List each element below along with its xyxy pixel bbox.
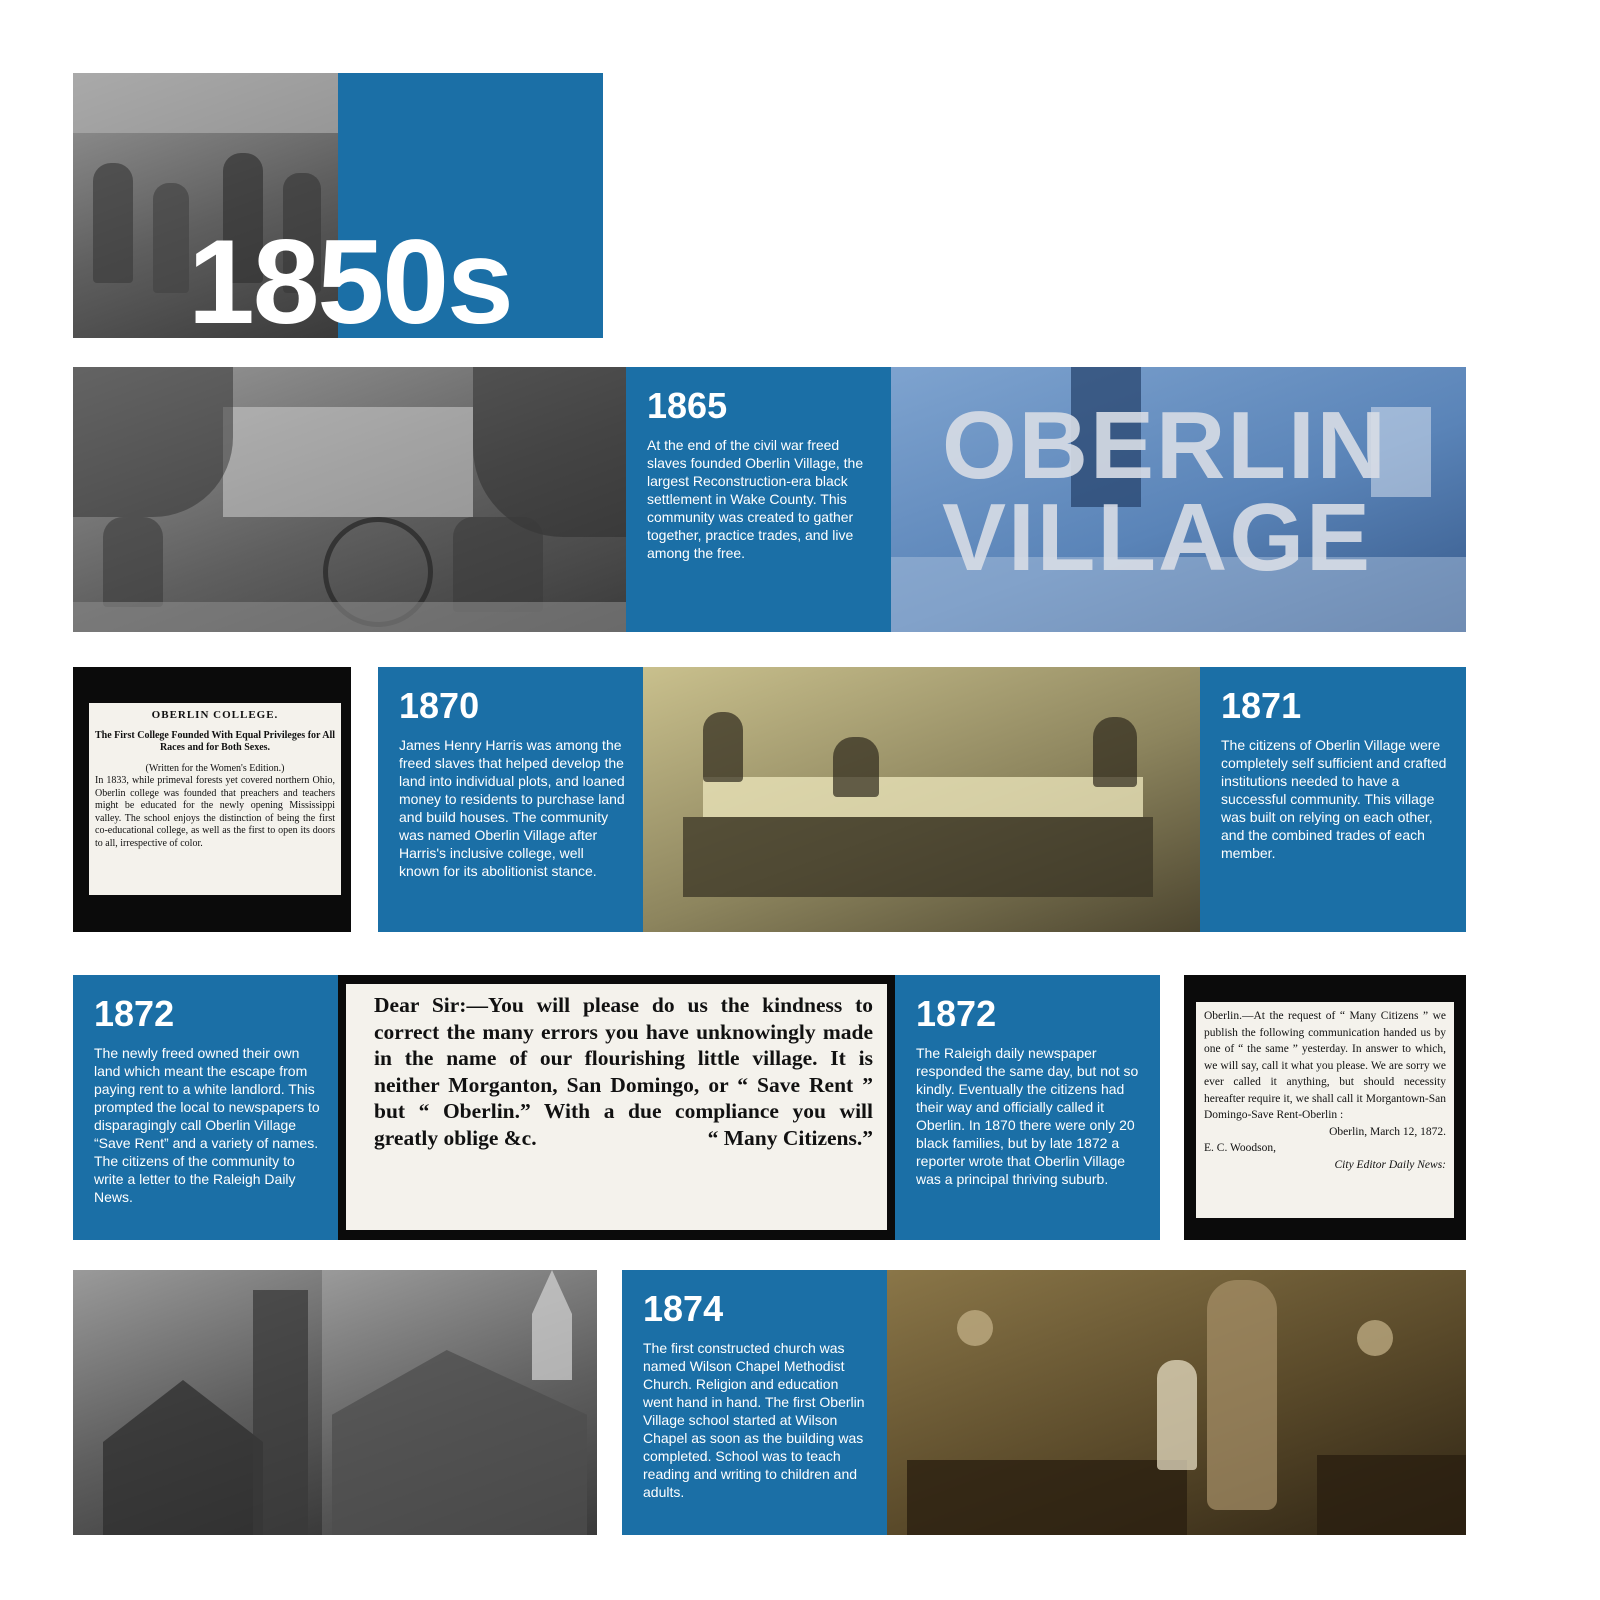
entry-1870 <box>378 667 643 932</box>
letter-body: Dear Sir:—You will please do us the kindness to correct the many errors you have unknowingly made in the name of our flourishing little village. It is neither Morganton, San Domingo, or “ Save Rent ” but “ Oberlin.” With a due compliance you will greatly oblige &c. <box>374 993 873 1150</box>
entry-year: 1870 <box>399 685 480 726</box>
letter-signature: “ Many Citizens.” <box>707 1126 873 1150</box>
village-title <box>942 392 1388 591</box>
entry-1872-letter <box>73 975 338 1240</box>
entry-text: The first constructed church was named Wilson Chapel Methodist Church. Religion and education went hand in hand. The first Oberlin Village school started at Wilson Chapel as soon as the building was completed. School was to teach reading and writing to children and adults. <box>643 1340 865 1500</box>
entry-year: 1872 <box>94 993 175 1034</box>
clipping-reply <box>1196 1002 1454 1218</box>
entry-year: 1871 <box>1221 685 1302 726</box>
clipping-note: (Written for the Women's Edition.) <box>145 762 285 774</box>
entry-text: At the end of the civil war freed slaves founded Oberlin Village, the largest Reconstruction-era black settlement in Wake County. This community was created to gather together, practice trades, and live among the free. <box>647 437 864 561</box>
decade-heading: 1850s <box>188 215 512 349</box>
workshop-photo <box>643 667 1200 932</box>
clipping-subheading: The First College Founded With Equal Privileges for All Races and for Both Sexes. <box>95 729 336 753</box>
clipping-body: In 1833, while primeval forests yet covered northern Ohio, Oberlin college was founded that preachers and teachers might be educated for the newly opening Mississippi valley. The school enjoys the distinction of being the first co-educational college, as well as the first to open its doors to all, irrespective of color. <box>95 775 335 849</box>
entry-1874 <box>622 1270 887 1535</box>
entry-1871 <box>1200 667 1466 932</box>
reply-dateline: Oberlin, March 12, 1872. <box>1329 1125 1446 1138</box>
entry-text: James Henry Harris was among the freed slaves that helped develop the land into individual plots, and loaned money to residents to purchase land and build houses. The community was named Oberlin Village after Harris's inclusive college, well known for its abolitionist stance. <box>399 737 625 879</box>
church-photo-construction <box>73 1270 322 1535</box>
reply-body: Oberlin.—At the request of “ Many Citizens ” we publish the following communication handed us by one of “ the same ” yesterday. In answer to which, we will say, call it what you please. We are sorry we ever called it anything, but should necessity hereafter require it, we shall call it Morgantown-San Domingo-Save Rent-Oberlin : <box>1204 1010 1446 1121</box>
clipping-oberlin-college <box>89 703 341 895</box>
entry-text: The newly freed owned their own land which meant the escape from paying rent to a white landlord. This prompted the local to newspapers to disparagingly call Oberlin Village “Save Rent” and a variety of names. The citizens of the community to write a letter to the Raleigh Daily News. <box>94 1045 320 1205</box>
reply-author-title: City Editor Daily News: <box>1334 1158 1446 1171</box>
entry-1865 <box>626 367 891 632</box>
entry-1872-response <box>895 975 1160 1240</box>
entry-year: 1872 <box>916 993 997 1034</box>
church-photo-brick <box>322 1270 597 1535</box>
title-line-2: VILLAGE <box>942 484 1373 591</box>
entry-year: 1865 <box>647 385 728 426</box>
classroom-photo <box>887 1270 1466 1535</box>
clipping-dear-sir <box>346 984 887 1230</box>
entry-year: 1874 <box>643 1288 724 1329</box>
entry-text: The citizens of Oberlin Village were completely self sufficient and crafted institutions needed to have a successful community. This village was built on relying on each other, and the combined trades of each member. <box>1221 737 1447 861</box>
cart-photo <box>73 367 626 632</box>
clipping-heading: OBERLIN COLLEGE. <box>151 709 279 721</box>
entry-text: The Raleigh daily newspaper responded the same day, but not so kindly. Eventually the citizens had their way and officially called it Oberlin. In 1870 there were only 20 black families, but by late 1872 a reporter wrote that Oberlin Village was a principal thriving suburb. <box>916 1045 1139 1187</box>
reply-author: E. C. Woodson, <box>1204 1142 1277 1154</box>
title-line-1: OBERLIN <box>942 392 1388 499</box>
